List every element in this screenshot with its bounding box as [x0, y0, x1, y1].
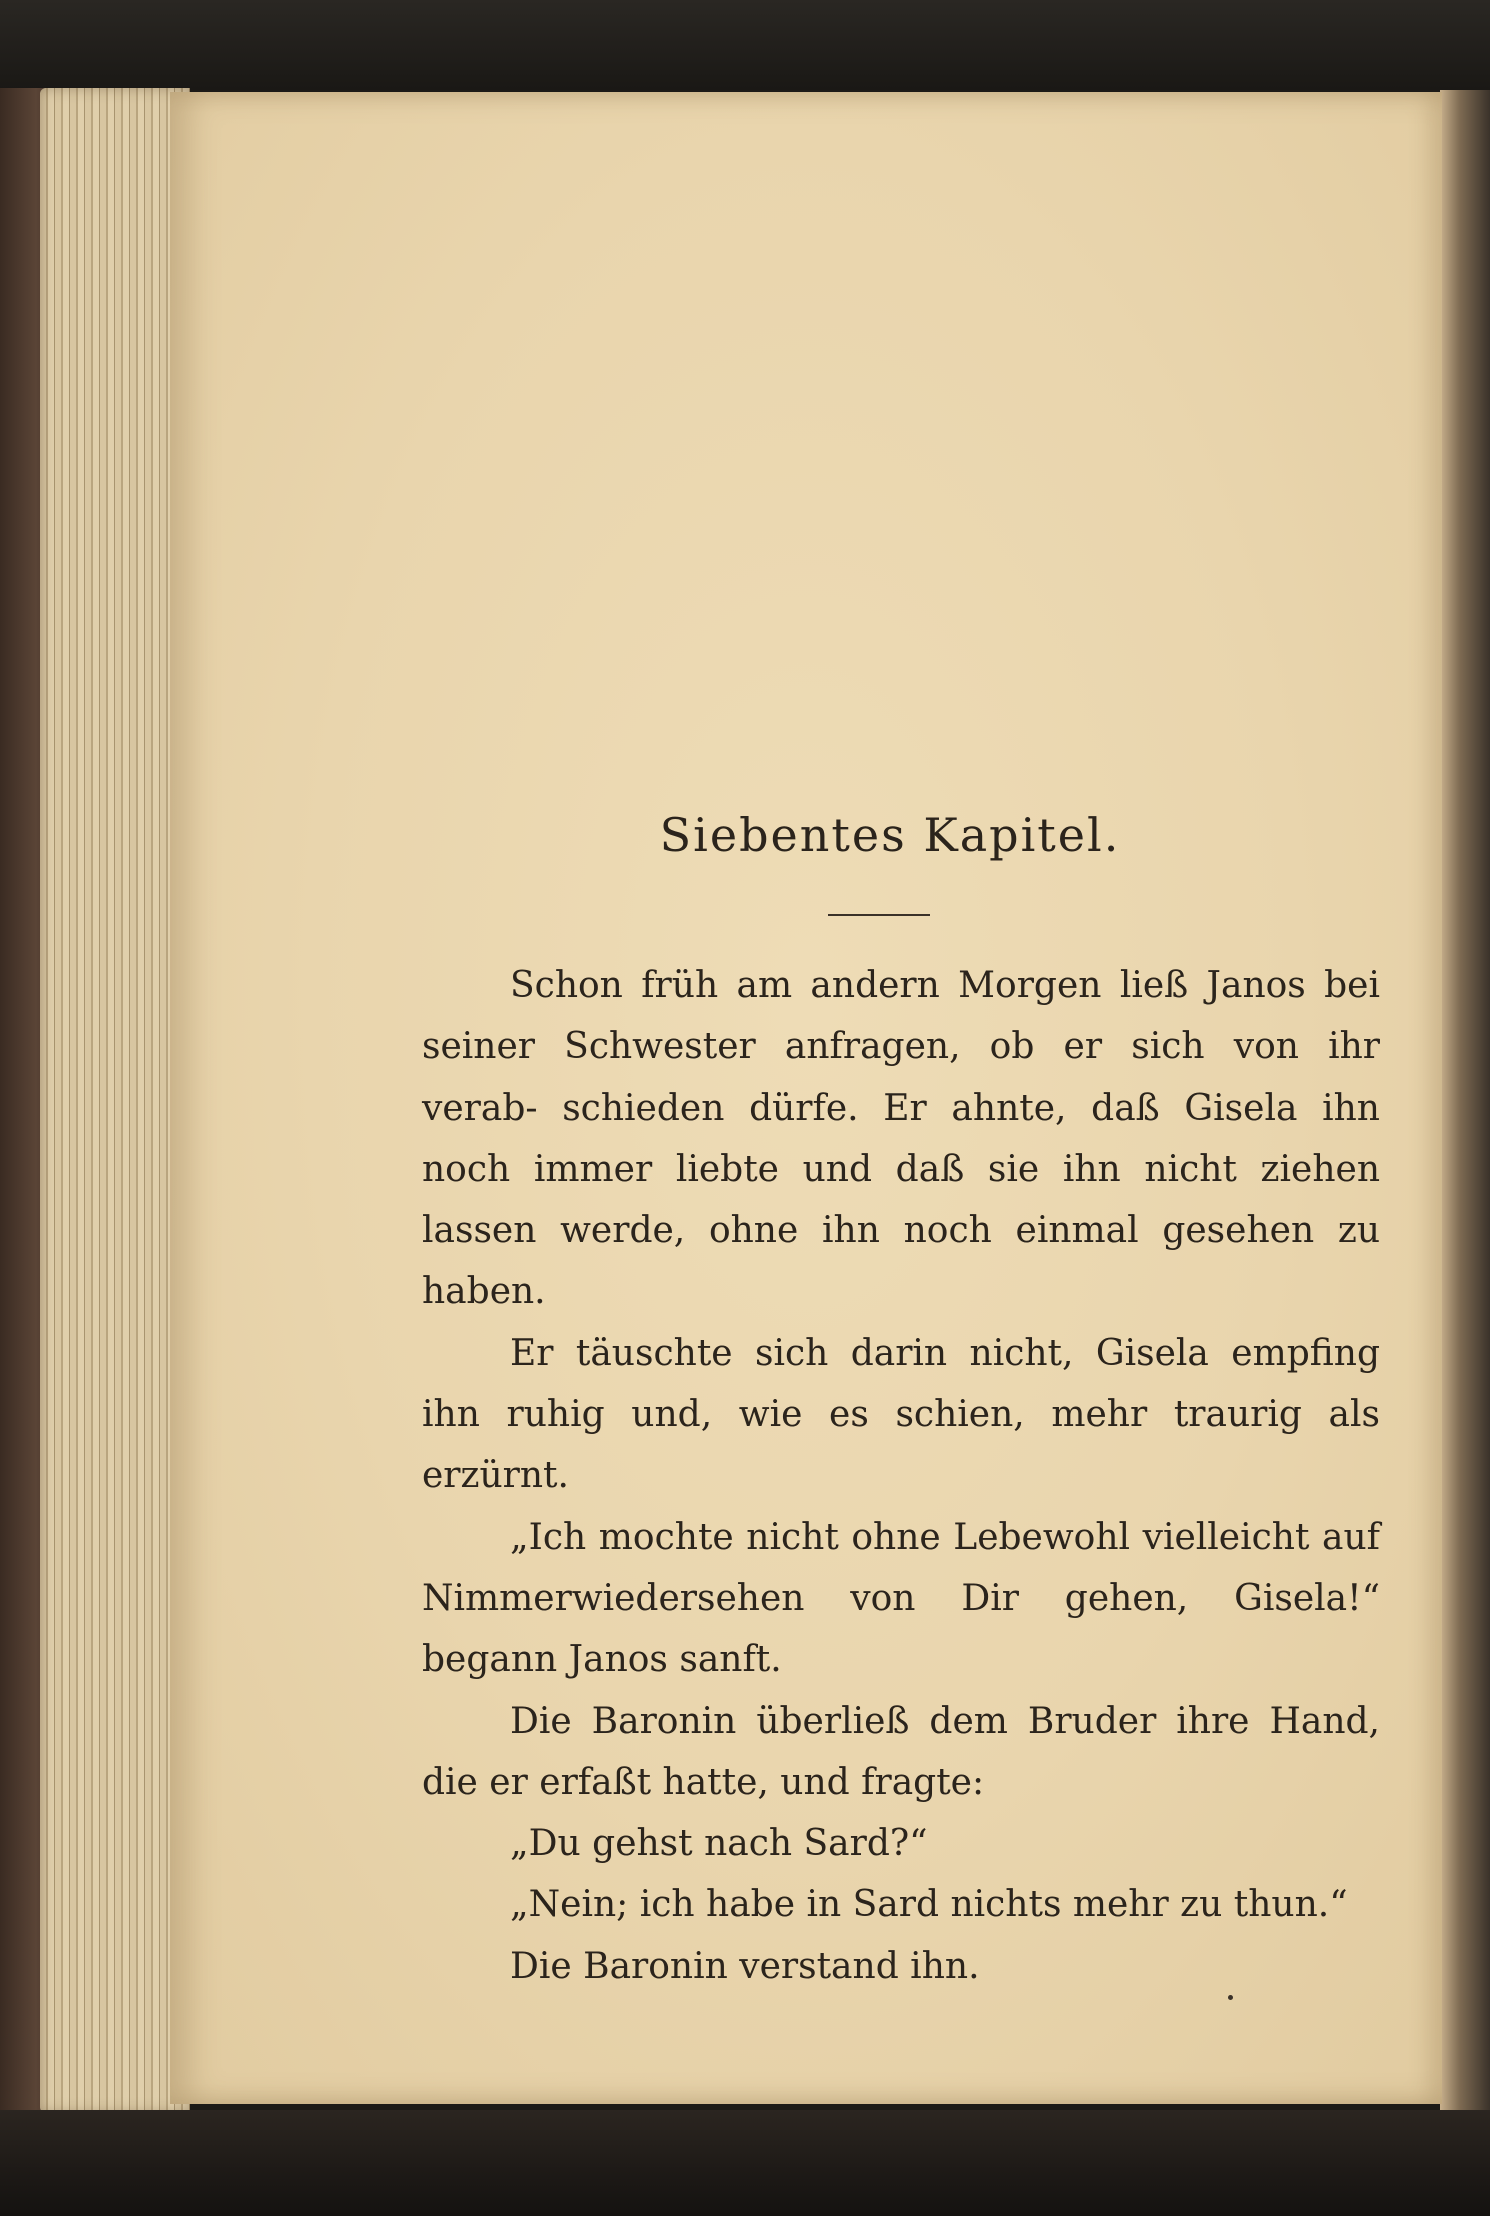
paragraph-4: Die Baronin überließ dem Bruder ihre Hand, die er erfaßt hatte, und fragte:: [422, 1700, 1380, 1803]
scan-background-top: [0, 0, 1490, 90]
paragraph-1: Schon früh am andern Morgen ließ Janos bei seiner Schwester anfragen, ob er sich von ihr verab- schieden dürfe. Er ahnte, daß Gisela ihn noch immer liebte und daß sie ihn nicht ziehen lassen werde, ohne ihn noch einmal gesehen zu haben.: [422, 965, 1380, 1313]
scan-background-bottom: [0, 2110, 1490, 2216]
body-text: [422, 955, 1380, 1997]
paragraph-6: „Nein; ich habe in Sard nichts mehr zu thun.“: [510, 1884, 1348, 1926]
title-divider: [828, 914, 930, 916]
chapter-title: Siebentes Kapitel.: [659, 808, 1121, 862]
book-cover-right: [1440, 90, 1490, 2120]
paragraph-7: Die Baronin verstand ihn.: [510, 1945, 980, 1987]
ink-speck: [1228, 1995, 1233, 2000]
paragraph-5: „Du gehst nach Sard?“: [510, 1823, 928, 1865]
paragraph-2: Er täuschte sich darin nicht, Gisela empfing ihn ruhig und, wie es schien, mehr traurig als erzürnt.: [422, 1332, 1380, 1497]
paragraph-3: „Ich mochte nicht ohne Lebewohl vielleicht auf Nimmerwiedersehen von Dir gehen, Gisela!“ begann Janos sanft.: [422, 1516, 1380, 1681]
page-stack-edges: [40, 88, 190, 2113]
